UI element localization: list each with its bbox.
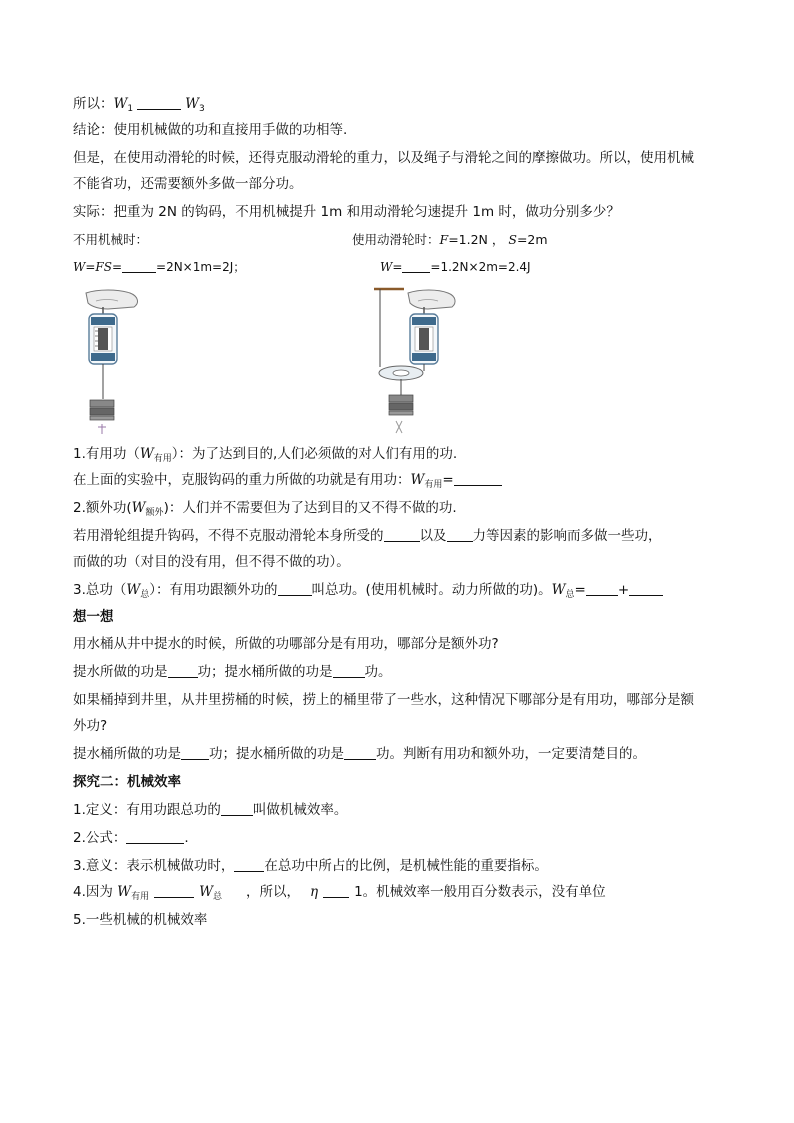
- text: =1.2N×2m=2.4J: [430, 260, 531, 274]
- answer-blank[interactable]: [234, 857, 264, 872]
- subscript: 3: [199, 104, 205, 114]
- var-w: W: [199, 884, 213, 900]
- text: .: [184, 830, 189, 846]
- text: 2.公式：: [73, 830, 127, 846]
- text: 功；提水桶所做的功是: [209, 746, 344, 762]
- var-s: S: [508, 232, 517, 247]
- subscript: 额外: [145, 508, 164, 518]
- answer-blank[interactable]: [154, 883, 194, 898]
- text: =: [111, 260, 123, 274]
- subscript: 有用: [424, 480, 443, 490]
- right-formula: [380, 258, 531, 276]
- efficiency-meaning: [73, 857, 548, 875]
- left-heading: 不用机械时：: [73, 232, 149, 247]
- text: 以及: [419, 528, 447, 544]
- spring-scale-icon: [410, 314, 438, 364]
- subscript: 总: [212, 892, 222, 902]
- extra-work-example: [73, 527, 662, 545]
- left-formula: [73, 258, 245, 276]
- conclusion-line: 结论：使用机械做的功和直接用手做的功相等.: [73, 122, 348, 138]
- answer-blank[interactable]: [323, 883, 349, 898]
- think-answer-2: [73, 745, 646, 763]
- think-question: 用水桶从井中提水的时候，所做的功哪部分是有用功，哪部分是额外功?: [73, 636, 499, 652]
- text: +: [617, 582, 630, 598]
- text: 力等因素的影响而多做一些功，: [472, 528, 662, 544]
- however-line-2: 不能省功，还需要额外多做一部分功。: [73, 176, 303, 192]
- var-w: W: [131, 500, 146, 516]
- extra-work-def: [73, 499, 457, 522]
- explore-heading: 探究二：机械效率: [73, 774, 181, 790]
- answer-blank[interactable]: [586, 581, 618, 596]
- hand-icon: [408, 290, 455, 309]
- spring-scale-figure-left: [78, 287, 148, 437]
- pulley-figure-right: [368, 287, 458, 437]
- text: 4.因为: [73, 884, 118, 900]
- answer-blank[interactable]: [122, 258, 156, 273]
- var-w: W: [185, 96, 200, 112]
- text: 功。: [364, 664, 392, 680]
- text: ）：有用功跟额外功的: [149, 582, 278, 598]
- text: 2.额外功(: [73, 500, 132, 516]
- var-w: W: [551, 582, 566, 598]
- answer-blank[interactable]: [181, 745, 209, 760]
- text: =: [392, 260, 403, 274]
- line-so: [73, 95, 205, 118]
- var-w: W: [126, 582, 141, 598]
- total-work-def: [73, 581, 663, 604]
- efficiency-formula: [73, 829, 189, 847]
- var-w: W: [73, 260, 86, 274]
- var-f: F: [439, 232, 449, 247]
- text: 功；提水桶所做的功是: [197, 664, 333, 680]
- answer-blank[interactable]: [221, 801, 253, 816]
- spring-scale-icon: [89, 314, 117, 364]
- answer-blank[interactable]: [137, 95, 181, 110]
- text: 在上面的实验中，克服钩码的重力所做的功就是有用功：: [73, 472, 411, 488]
- text: =: [574, 582, 586, 598]
- answer-blank[interactable]: [278, 581, 312, 596]
- text: 提水所做的功是: [73, 664, 168, 680]
- think-question-2b: 外功?: [73, 718, 108, 734]
- answer-blank[interactable]: [168, 663, 198, 678]
- text: 所以：: [73, 96, 114, 112]
- text: 1。机械效率一般用百分数表示，没有单位: [354, 884, 606, 900]
- subscript: 1: [127, 104, 134, 114]
- pulley-icon: [379, 366, 423, 395]
- text: )：人们并不需要但为了达到目的又不得不做的功.: [163, 500, 457, 516]
- text: 若用滑轮组提升钩码，不得不克服动滑轮本身所受的: [73, 528, 384, 544]
- answer-blank[interactable]: [384, 527, 420, 542]
- answer-blank[interactable]: [402, 258, 430, 273]
- var-w: W: [139, 446, 154, 462]
- var-fs: FS: [95, 260, 112, 274]
- think-answer-1: [73, 663, 392, 681]
- right-heading: [352, 231, 548, 249]
- text: 1.定义：有用功跟总功的: [73, 802, 221, 818]
- think-heading: 想一想: [73, 609, 114, 625]
- extra-work-example-2: 而做的功（对目的没有用，但不得不做的功）。: [73, 554, 350, 570]
- text: =1.2N ，: [448, 232, 505, 247]
- think-question-2: 如果桶掉到井里，从井里捞桶的时候，捞上的桶里带了一些水，这种情况下哪部分是有用功，哪部分是额: [73, 692, 694, 708]
- practice-line: 实际：把重为 2N 的钩码，不用机械提升 1m 和用动滑轮匀速提升 1m 时，做功分别多少？: [73, 204, 620, 220]
- subscript: 有用: [153, 454, 172, 464]
- text: 1.有用功（: [73, 446, 140, 462]
- answer-blank[interactable]: [447, 527, 473, 542]
- efficiency-examples: 5.一些机械的机械效率: [73, 912, 208, 928]
- text: 提水桶所做的功是: [73, 746, 181, 762]
- var-w: W: [113, 96, 128, 112]
- text: 3.意义：表示机械做功时，: [73, 858, 235, 874]
- useful-work-def: [73, 445, 457, 468]
- answer-blank[interactable]: [344, 745, 376, 760]
- answer-blank[interactable]: [629, 581, 663, 596]
- text: 在总功中所占的比例，是机械性能的重要指标。: [264, 858, 548, 874]
- text: ）：为了达到目的,人们必须做的对人们有用的功.: [171, 446, 458, 462]
- weights-icon: [90, 400, 114, 420]
- text: 叫总功。(使用机械时。动力所做的功)。: [311, 582, 552, 598]
- text: 功。判断有用功和额外功，一定要清楚目的。: [376, 746, 646, 762]
- answer-blank[interactable]: [454, 471, 502, 486]
- var-w: W: [117, 884, 132, 900]
- hand-icon: [86, 290, 137, 309]
- text: =: [442, 472, 454, 488]
- text: 使用动滑轮时：: [352, 232, 440, 247]
- efficiency-definition: [73, 801, 347, 819]
- text: =2N×1m=2J；: [156, 260, 246, 274]
- answer-blank[interactable]: [333, 663, 365, 678]
- text: 3.总功（: [73, 582, 127, 598]
- var-w: W: [410, 472, 425, 488]
- subscript: 总: [565, 590, 575, 600]
- efficiency-compare: [73, 883, 606, 906]
- text: 叫做机械效率。: [252, 802, 348, 818]
- text: =2m: [516, 232, 548, 247]
- answer-blank[interactable]: [126, 829, 184, 844]
- subscript: 总: [140, 590, 150, 600]
- however-line: 但是，在使用动滑轮的时候，还得克服动滑轮的重力，以及绳子与滑轮之间的摩擦做功。所以，使用机械: [73, 150, 694, 166]
- text: =: [85, 260, 96, 274]
- var-eta: η: [309, 884, 319, 900]
- useful-work-example: [73, 471, 502, 494]
- subscript: 有用: [131, 892, 150, 902]
- var-w: W: [380, 260, 393, 274]
- text: ，所以，: [245, 884, 300, 900]
- weights-icon: [389, 395, 413, 415]
